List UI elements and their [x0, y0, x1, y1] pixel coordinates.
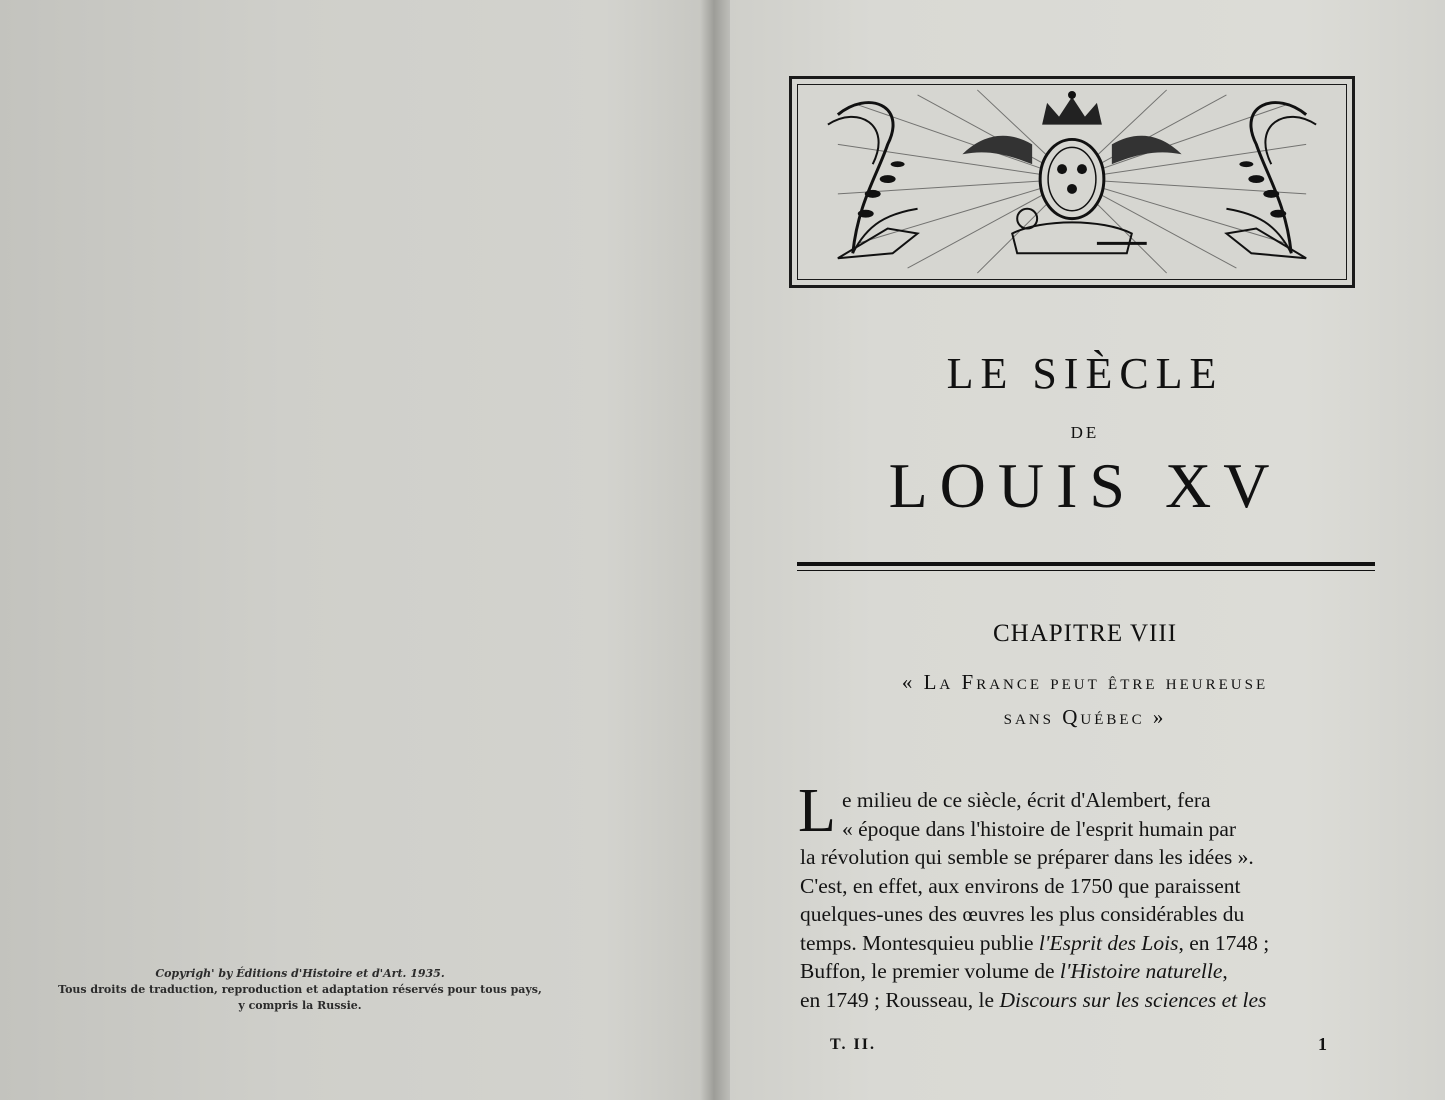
gathering-number: 1	[1318, 1034, 1327, 1054]
book-title-connector: DE	[1070, 423, 1100, 442]
text-line: quelques-unes des œuvres les plus considérables du	[800, 902, 1245, 926]
royal-arms-engraving	[798, 85, 1346, 279]
text-line: temps. Montesquieu publie l'Esprit des Lois, en 1748 ;	[800, 930, 1270, 955]
chapter-body-text	[798, 777, 1375, 1014]
chapter-subtitle-line1: « La France peut être heureuse	[901, 670, 1269, 694]
text-line: « époque dans l'histoire de l'esprit humain par	[842, 816, 1237, 841]
book-title-line2: LOUIS XV	[888, 450, 1282, 521]
text-line: en 1749 ; Rousseau, le Discours sur les sciences et les	[800, 987, 1267, 1012]
copyright-notice	[0, 966, 600, 1014]
text-line: la révolution qui semble se préparer dans les idées ».	[800, 845, 1254, 869]
rights-line: Tous droits de traduction, reproduction et adaptation réservés pour tous pays,	[58, 983, 542, 996]
title-rule	[797, 562, 1375, 571]
copyright-line: Copyrigh' by Éditions d'Histoire et d'Art. 1935.	[155, 967, 445, 980]
volume-signature: T. II.	[830, 1036, 876, 1053]
drop-cap: L	[798, 777, 836, 845]
text-line: C'est, en effet, aux environs de 1750 que paraissent	[800, 873, 1241, 898]
ornamental-headpiece	[789, 76, 1355, 288]
text-line: e milieu de ce siècle, écrit d'Alembert, fera	[842, 788, 1211, 812]
left-page	[0, 0, 712, 1100]
book-title-line1: LE SIÈCLE	[946, 349, 1224, 398]
rights-line-continued: y compris la Russie.	[238, 999, 362, 1012]
chapter-subtitle-line2: sans Québec »	[1003, 705, 1167, 729]
chapter-subtitle	[795, 665, 1375, 735]
chapter-heading: CHAPITRE VIII	[992, 620, 1178, 647]
text-line: Buffon, le premier volume de l'Histoire naturelle,	[800, 959, 1228, 983]
